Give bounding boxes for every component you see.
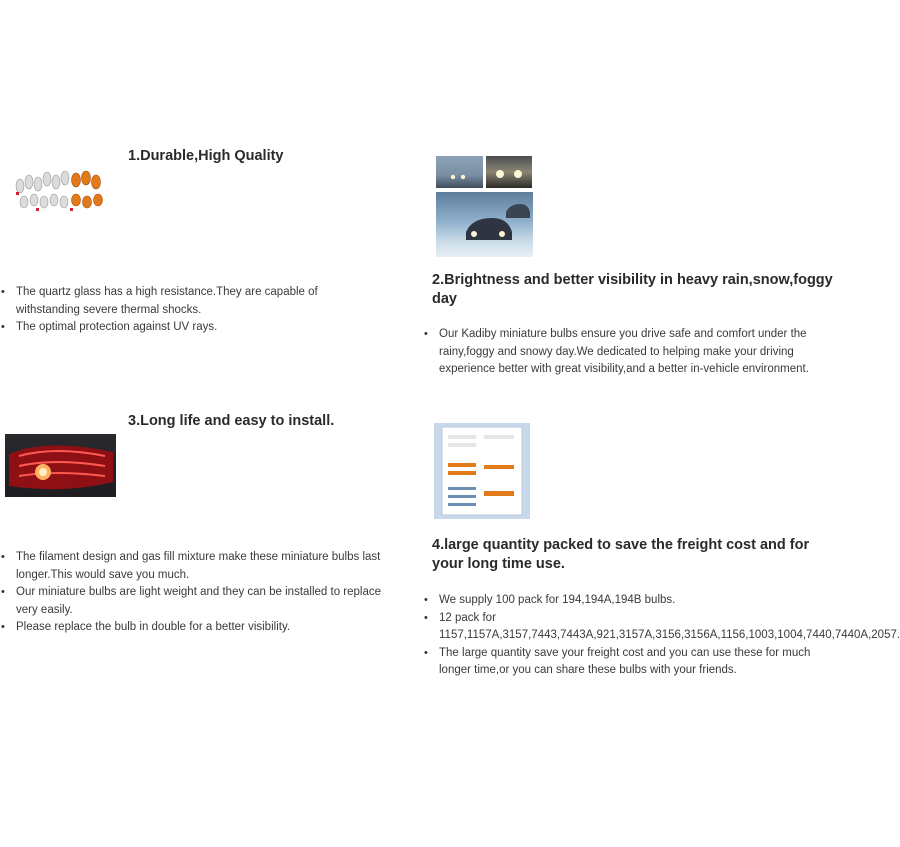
- section2-bullet-list: [439, 326, 844, 379]
- snowy-road-car-photo: [436, 192, 533, 257]
- list-item: • Please replace the bulb in double for a better visibility.: [16, 619, 401, 637]
- bulbs-assortment-image: [12, 164, 108, 216]
- section1-heading: 1.Durable,High Quality: [128, 148, 284, 164]
- list-item: • We supply 100 pack for 194,194A,194B bulbs.: [439, 592, 845, 610]
- foggy-road-photo: [436, 156, 483, 188]
- bulb-packaging-image: [434, 423, 530, 519]
- list-item: • Our miniature bulbs are light weight and they can be installed to replace very easily.: [16, 584, 401, 619]
- night-headlight-photo: [486, 156, 532, 188]
- section1-bullet-list: [16, 284, 356, 337]
- section3-heading: 3.Long life and easy to install.: [128, 413, 335, 429]
- section3-bullet-list: [16, 549, 401, 637]
- car-tail-light-photo: [5, 434, 116, 497]
- list-item: • The large quantity save your freight cost and you can use these for much longer time,or you can share these bulbs with your friends.: [439, 645, 845, 680]
- list-item: • The filament design and gas fill mixture make these miniature bulbs last longer.This would save you much.: [16, 549, 401, 584]
- section4-bullet-list: [439, 592, 900, 680]
- list-item: • 12 pack for 1157,1157A,3157,7443,7443A,921,3157A,3156,3156A,1156,1003,1004,7440,7440A,2057.: [439, 610, 845, 645]
- section4-heading: 4.large quantity packed to save the freight cost and for your long time use.: [432, 537, 810, 572]
- list-item: • The optimal protection against UV rays.: [16, 319, 356, 337]
- section2-heading: 2.Brightness and better visibility in heavy rain,snow,foggy day: [432, 272, 833, 307]
- list-item: • Our Kadiby miniature bulbs ensure you drive safe and comfort under the rainy,foggy and snowy day.We dedicated to helping make your driving experience better with great visibility,and a better in-vehicle environment.: [439, 326, 844, 379]
- list-item: • The quartz glass has a high resistance.They are capable of withstanding severe thermal shocks.: [16, 284, 356, 319]
